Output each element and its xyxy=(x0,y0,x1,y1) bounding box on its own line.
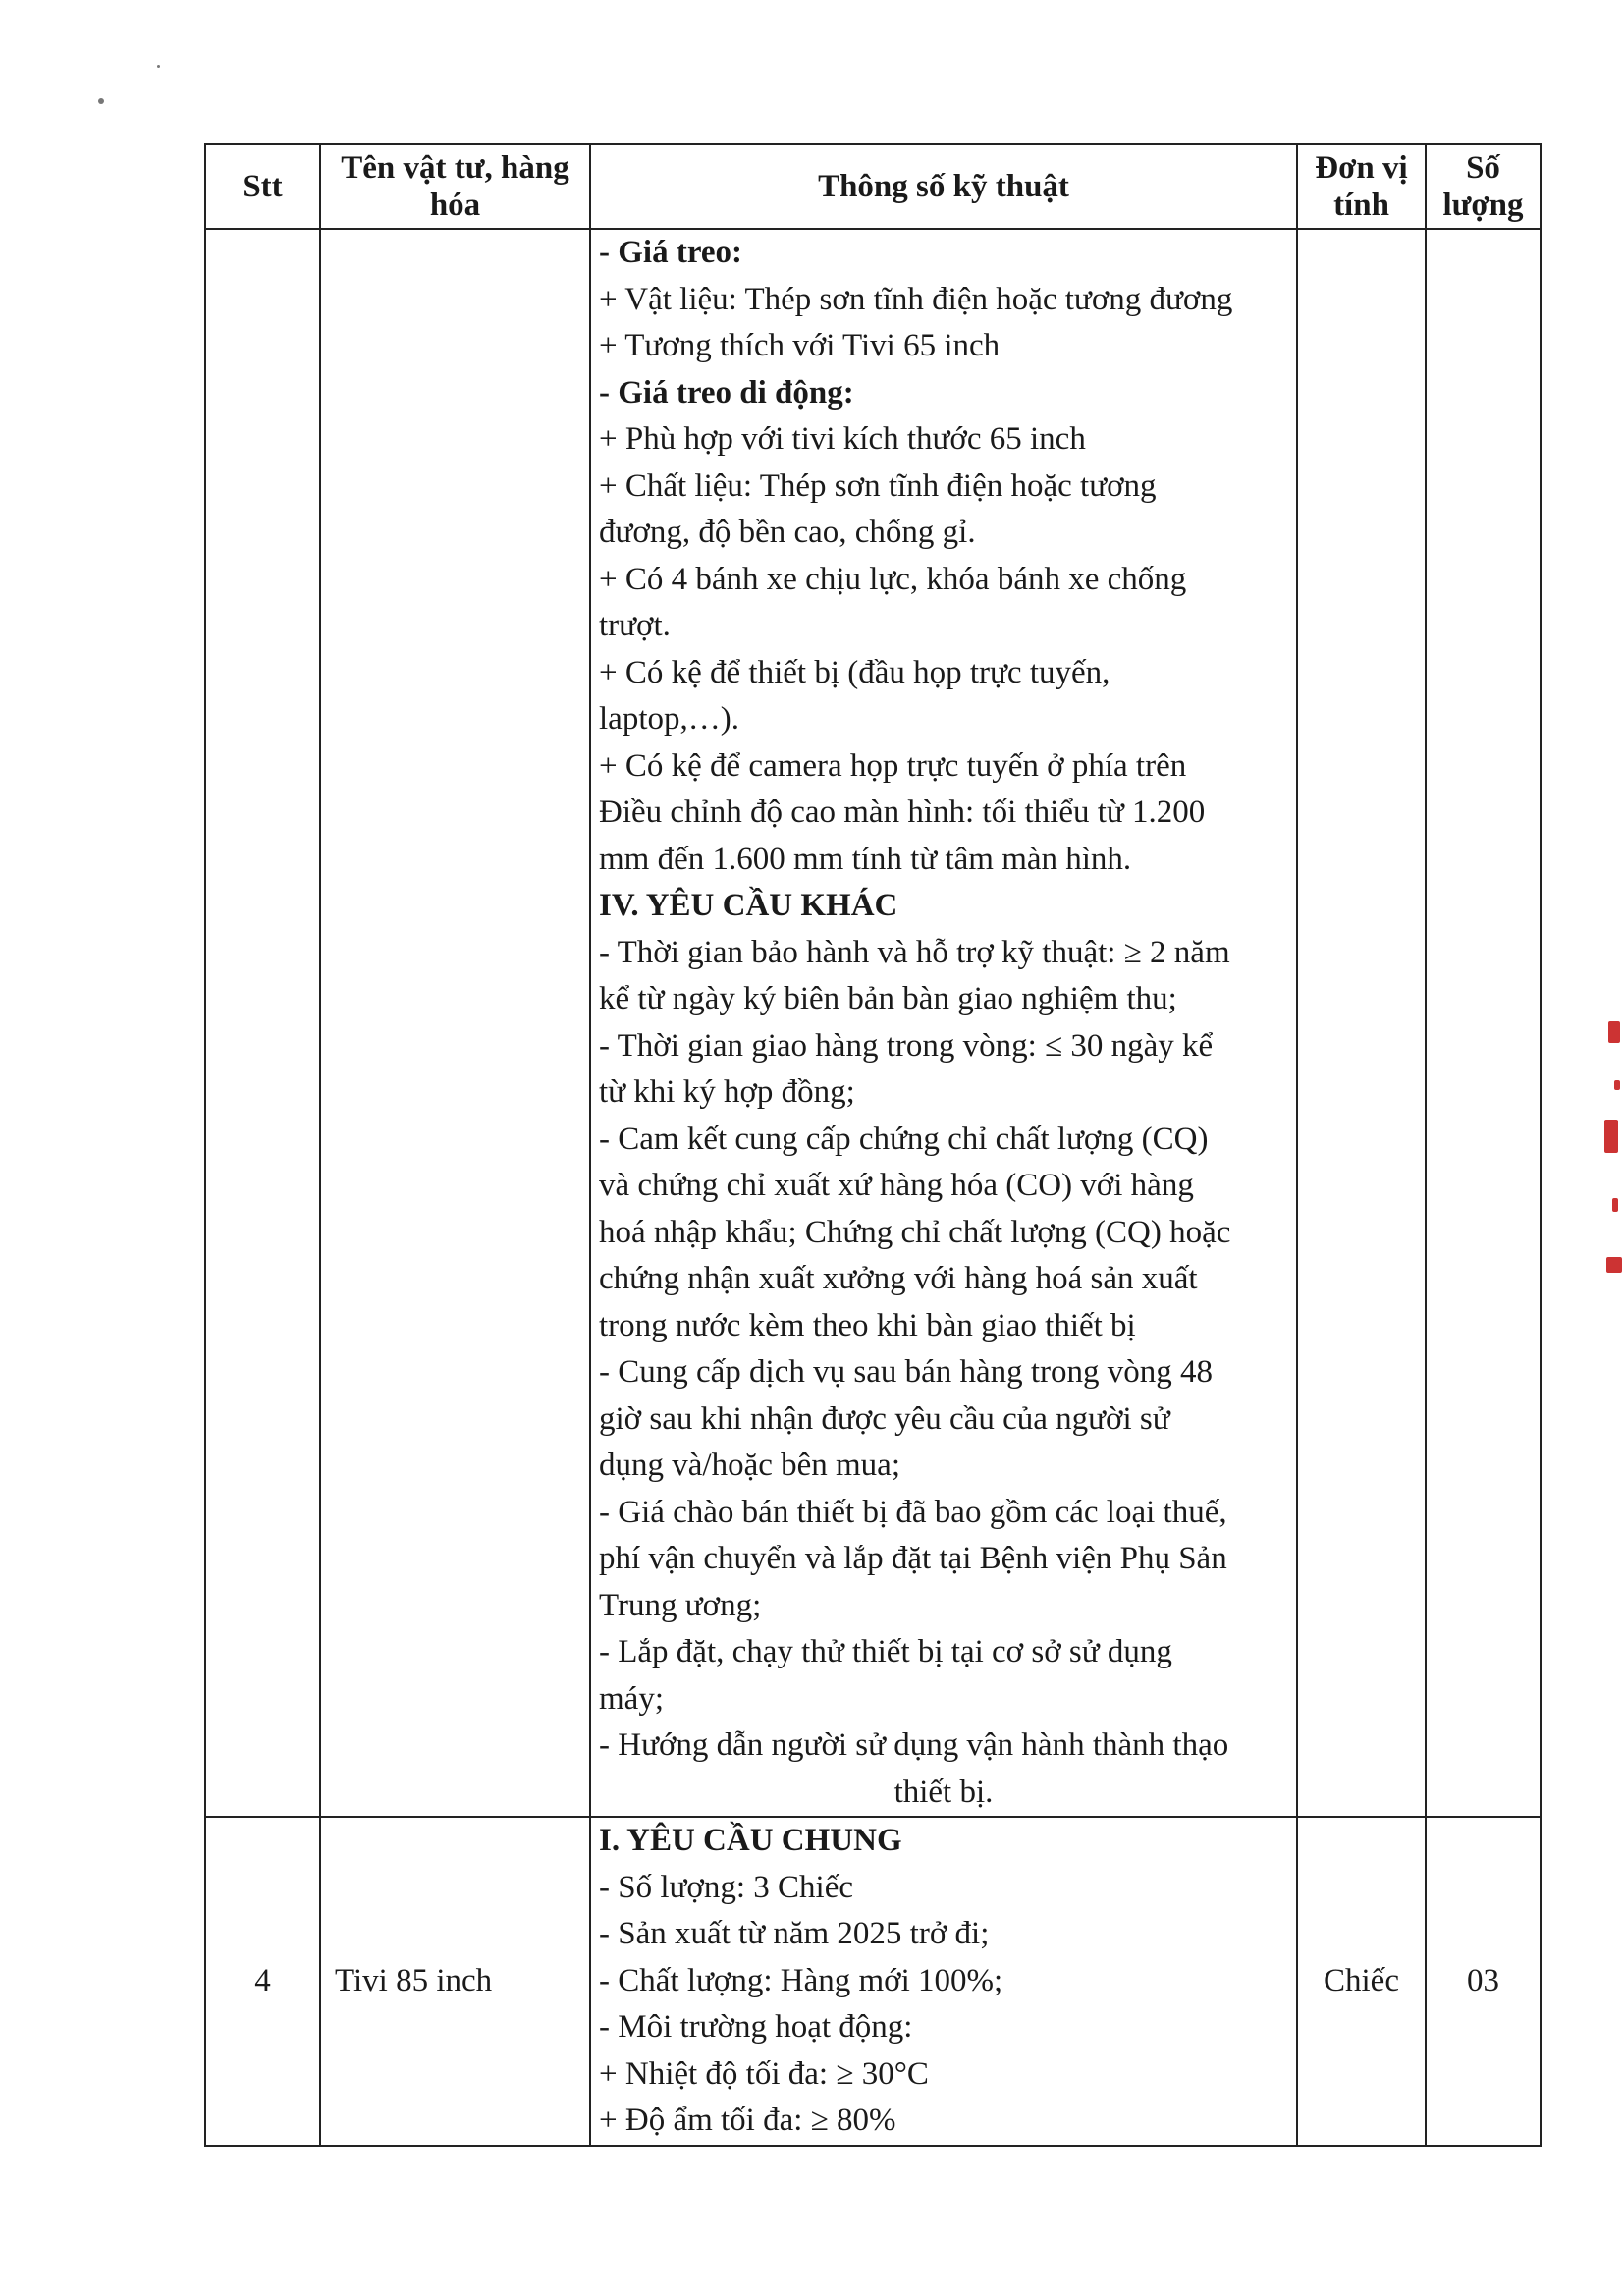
spec-line: chứng nhận xuất xưởng với hàng hoá sản xuất xyxy=(599,1261,1198,1296)
spec-line: - Thời gian giao hàng trong vòng: ≤ 30 ngày kể xyxy=(599,1027,1214,1064)
table-row-continued xyxy=(205,229,1541,1817)
spec-line: - Giá treo: xyxy=(599,235,743,270)
spec-line: và chứng chỉ xuất xứ hàng hóa (CO) với hàng xyxy=(599,1168,1194,1203)
spec-line: + Nhiệt độ tối đa: ≥ 30°C xyxy=(599,2055,929,2092)
spec-line: từ khi ký hợp đồng; xyxy=(599,1074,855,1110)
header-spec: Thông số kỹ thuật xyxy=(590,144,1297,229)
cell-unit-empty xyxy=(1297,229,1426,1817)
spec-line: giờ sau khi nhận được yêu cầu của người sử xyxy=(599,1400,1170,1437)
spec-line: + Phù hợp với tivi kích thước 65 inch xyxy=(599,421,1086,457)
cell-name: Tivi 85 inch xyxy=(320,1817,590,2146)
spec-line: + Vật liệu: Thép sơn tĩnh điện hoặc tương đương xyxy=(599,281,1233,317)
cell-qty-empty xyxy=(1426,229,1541,1817)
spec-line: Trung ương; xyxy=(599,1587,762,1623)
spec-line: + Chất liệu: Thép sơn tĩnh điện hoặc tương xyxy=(599,467,1157,504)
cell-spec xyxy=(590,229,1297,1817)
spec-line: - Môi trường hoạt động: xyxy=(599,2009,913,2045)
section-heading: I. YÊU CẦU CHUNG xyxy=(599,1823,902,1858)
cell-stt-empty xyxy=(205,229,320,1817)
scan-speck xyxy=(98,98,104,104)
spec-table xyxy=(204,143,1542,2147)
spec-line: + Có kệ để thiết bị (đầu họp trực tuyến, xyxy=(599,654,1110,690)
spec-line: - Giá treo di động: xyxy=(599,374,854,410)
header-unit: Đơn vị tính xyxy=(1297,144,1426,229)
header-name: Tên vật tư, hàng hóa xyxy=(320,144,590,229)
spec-line: - Cam kết cung cấp chứng chỉ chất lượng (CQ) xyxy=(599,1121,1209,1157)
header-stt: Stt xyxy=(205,144,320,229)
spec-line: - Sản xuất từ năm 2025 trở đi; xyxy=(599,1916,990,1951)
cell-name-empty xyxy=(320,229,590,1817)
spec-line: - Hướng dẫn người sử dụng vận hành thành thạo xyxy=(599,1727,1229,1763)
spec-line: + Độ ẩm tối đa: ≥ 80% xyxy=(599,2103,896,2138)
spec-line: trượt. xyxy=(599,608,671,643)
spec-line: thiết bị. xyxy=(893,1774,994,1810)
spec-line: dụng và/hoặc bên mua; xyxy=(599,1448,900,1483)
spec-line: - Giá chào bán thiết bị đã bao gồm các loại thuế, xyxy=(599,1494,1227,1530)
spec-line: Điều chỉnh độ cao màn hình: tối thiểu từ 1.200 xyxy=(599,794,1206,830)
spec-line: laptop,…). xyxy=(599,701,739,737)
header-row xyxy=(205,144,1541,229)
spec-line: phí vận chuyển và lắp đặt tại Bệnh viện Phụ Sản xyxy=(599,1541,1227,1576)
spec-line: + Tương thích với Tivi 65 inch xyxy=(599,328,1001,363)
spec-line: mm đến 1.600 mm tính từ tâm màn hình. xyxy=(599,841,1132,877)
cell-qty: 03 xyxy=(1426,1817,1541,2146)
spec-line: kể từ ngày ký biên bản bàn giao nghiệm thu; xyxy=(599,981,1177,1016)
table-row-4 xyxy=(205,1817,1541,2146)
spec-line: - Chất lượng: Hàng mới 100%; xyxy=(599,1962,1003,1998)
section-heading: IV. YÊU CẦU KHÁC xyxy=(599,888,898,923)
cell-spec xyxy=(590,1817,1297,2146)
spec-line: đương, độ bền cao, chống gỉ. xyxy=(599,515,976,550)
spec-line: + Có kệ để camera họp trực tuyến ở phía trên xyxy=(599,747,1187,784)
spec-line: - Số lượng: 3 Chiếc xyxy=(599,1869,853,1905)
spec-line: máy; xyxy=(599,1680,664,1717)
spec-line: - Cung cấp dịch vụ sau bán hàng trong vòng 48 xyxy=(599,1354,1214,1390)
scan-speck xyxy=(157,65,160,68)
spec-line: - Thời gian bảo hành và hỗ trợ kỹ thuật: ≥ 2 năm xyxy=(599,934,1230,970)
cell-unit: Chiếc xyxy=(1297,1817,1426,2146)
spec-line: trong nước kèm theo khi bàn giao thiết bị xyxy=(599,1307,1136,1343)
spec-line: + Có 4 bánh xe chịu lực, khóa bánh xe chống xyxy=(599,561,1187,597)
stamp-edge-mark xyxy=(1602,1021,1624,1316)
spec-line: hoá nhập khẩu; Chứng chỉ chất lượng (CQ) hoặc xyxy=(599,1214,1231,1250)
spec-line: - Lắp đặt, chạy thử thiết bị tại cơ sở sử dụng xyxy=(599,1634,1172,1669)
header-qty: Số lượng xyxy=(1426,144,1541,229)
cell-stt: 4 xyxy=(205,1817,320,2146)
